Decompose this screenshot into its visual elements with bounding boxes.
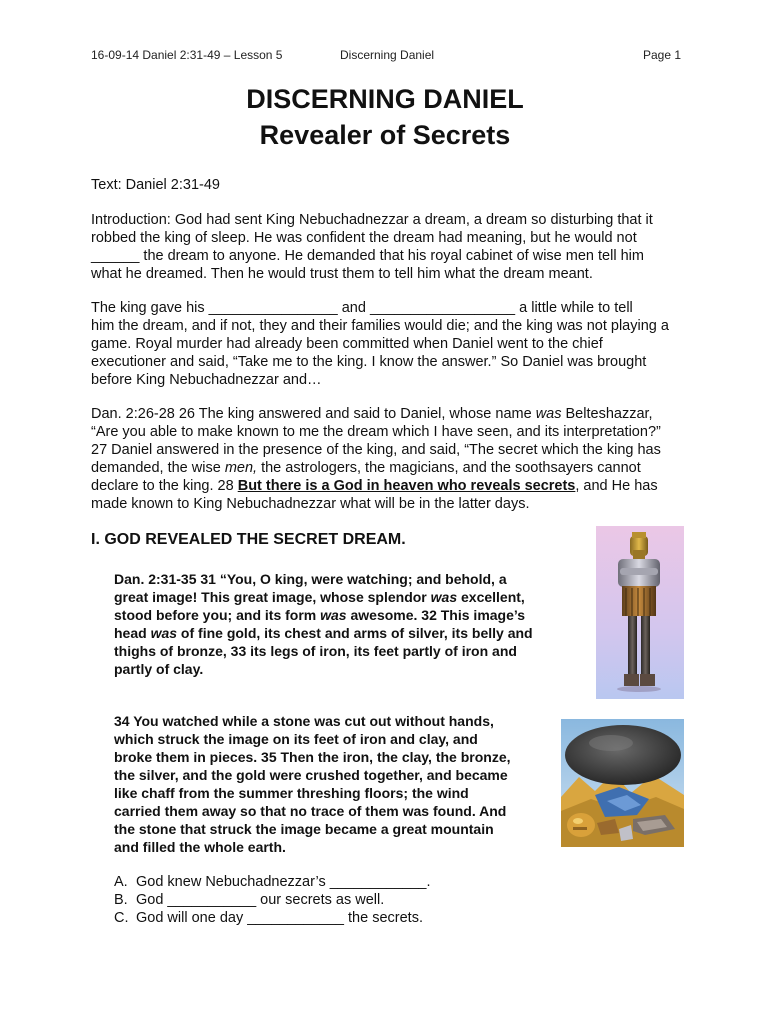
- stone-strikes-image-illustration: [561, 719, 684, 847]
- scripture-line: like chaff from the summer threshing floors; the wind: [114, 785, 469, 801]
- list-item-text: God ___________ our secrets as well.: [136, 892, 385, 908]
- paragraph-line: before King Nebuchadnezzar and…: [91, 372, 322, 388]
- list-item-text: God knew Nebuchadnezzar’s ____________.: [136, 874, 431, 890]
- scripture-text: , and He has: [575, 478, 658, 494]
- paragraph-line: him the dream, and if not, they and their families would die; and the king was not playing a: [91, 318, 669, 334]
- list-marker: B.: [114, 892, 128, 908]
- text-reference: [91, 176, 696, 194]
- scripture-daniel-2-31: [114, 570, 533, 678]
- paragraph-line: game. Royal murder had already been committed when Daniel went to the chief: [91, 336, 603, 352]
- statue-illustration: [596, 526, 684, 699]
- scripture-italic: men,: [224, 460, 258, 476]
- scripture-italic: was: [430, 589, 458, 605]
- scripture-text: declare to the king. 28: [91, 478, 238, 494]
- intro-line: what he dreamed. Then he would trust them to tell him what the dream meant.: [91, 266, 593, 282]
- scripture-line: [91, 477, 696, 495]
- scripture-line: partly of clay.: [114, 661, 204, 677]
- scripture-text: Dan. 2:26-28 26 The king answered and said to Daniel, whose name: [91, 406, 536, 422]
- header-page-number: Page 1: [643, 48, 682, 62]
- scripture-line: 34 You watched while a stone was cut out without hands,: [114, 713, 494, 729]
- scripture-line: broke them in pieces. 35 Then the iron, the clay, the bronze,: [114, 749, 511, 765]
- scripture-text: great image! This great image, whose splendor: [114, 589, 431, 605]
- scripture-text: of fine gold, its chest and arms of silver, its belly and: [177, 625, 533, 641]
- fill-in-list: [114, 873, 431, 927]
- scripture-line: the stone that struck the image became a great mountain: [114, 821, 494, 837]
- page-subtitle: Revealer of Secrets: [259, 120, 511, 150]
- paragraph-line: executioner and said, “Take me to the king. I know the answer.” So Daniel was brought: [91, 354, 647, 370]
- scripture-text: excellent,: [457, 589, 525, 605]
- scripture-daniel-2-34: [114, 712, 511, 856]
- scripture-italic: was: [150, 625, 178, 641]
- scripture-text: awesome. 32 This image’s: [346, 607, 526, 623]
- scripture-line: made known to King Nebuchadnezzar what will be in the latter days.: [91, 496, 530, 512]
- scripture-line: “Are you able to make known to me the dream which I have seen, and its interpretation?”: [91, 424, 661, 440]
- intro-line: robbed the king of sleep. He was confident the dream had meaning, but he would not: [91, 230, 637, 246]
- list-item: [114, 909, 431, 927]
- key-verse-emphasis: But there is a God in heaven who reveals secrets: [237, 478, 576, 494]
- scripture-line: thighs of bronze, 33 its legs of iron, its feet partly of iron and: [114, 643, 517, 659]
- scripture-line: [114, 624, 533, 642]
- section-heading: I. GOD REVEALED THE SECRET DREAM.: [91, 531, 406, 548]
- header-lesson: 16-09-14 Daniel 2:31-49 – Lesson 5: [91, 48, 283, 62]
- scripture-text: head: [114, 625, 151, 641]
- scripture-line: 27 Daniel answered in the presence of the king, and said, “The secret which the king has: [91, 442, 661, 458]
- scripture-line: which struck the image on its feet of iron and clay, and: [114, 731, 478, 747]
- list-marker: C.: [114, 910, 129, 926]
- intro-line: Introduction: God had sent King Nebuchadnezzar a dream, a dream so disturbing that it: [91, 212, 653, 228]
- list-item: [114, 891, 431, 909]
- king-paragraph: [91, 299, 696, 389]
- scripture-italic: was: [320, 607, 347, 623]
- scripture-text: Belteshazzar,: [561, 406, 653, 422]
- intro-line: ______ the dream to anyone. He demanded that his royal cabinet of wise men tell him: [91, 248, 644, 264]
- scripture-text: stood before you; and its form: [114, 607, 321, 623]
- scripture-line: carried them away so that no trace of them was found. And: [114, 803, 507, 819]
- introduction-paragraph: [91, 211, 696, 283]
- header-title: Discerning Daniel: [340, 48, 435, 62]
- scripture-line: [91, 459, 696, 477]
- scripture-line: and filled the whole earth.: [114, 839, 286, 855]
- list-item: [114, 873, 431, 891]
- scripture-daniel-2-26: [91, 405, 696, 513]
- scripture-line: Dan. 2:31-35 31 “You, O king, were watching; and behold, a: [114, 571, 507, 587]
- page-title: DISCERNING DANIEL: [246, 84, 524, 114]
- scripture-line: [114, 588, 533, 606]
- list-marker: A.: [114, 874, 128, 890]
- scripture-text: demanded, the wise: [91, 460, 225, 476]
- text-reference-line: Text: Daniel 2:31-49: [91, 177, 220, 193]
- scripture-italic: was: [535, 406, 562, 422]
- scripture-line: [114, 606, 533, 624]
- scripture-line: the silver, and the gold were crushed together, and became: [114, 767, 508, 783]
- list-item-text: God will one day ____________ the secrets.: [136, 910, 423, 926]
- paragraph-line: The king gave his ________________ and __________________ a little while to tell: [91, 300, 633, 316]
- scripture-line: [91, 405, 696, 423]
- scripture-text: the astrologers, the magicians, and the soothsayers cannot: [257, 460, 641, 476]
